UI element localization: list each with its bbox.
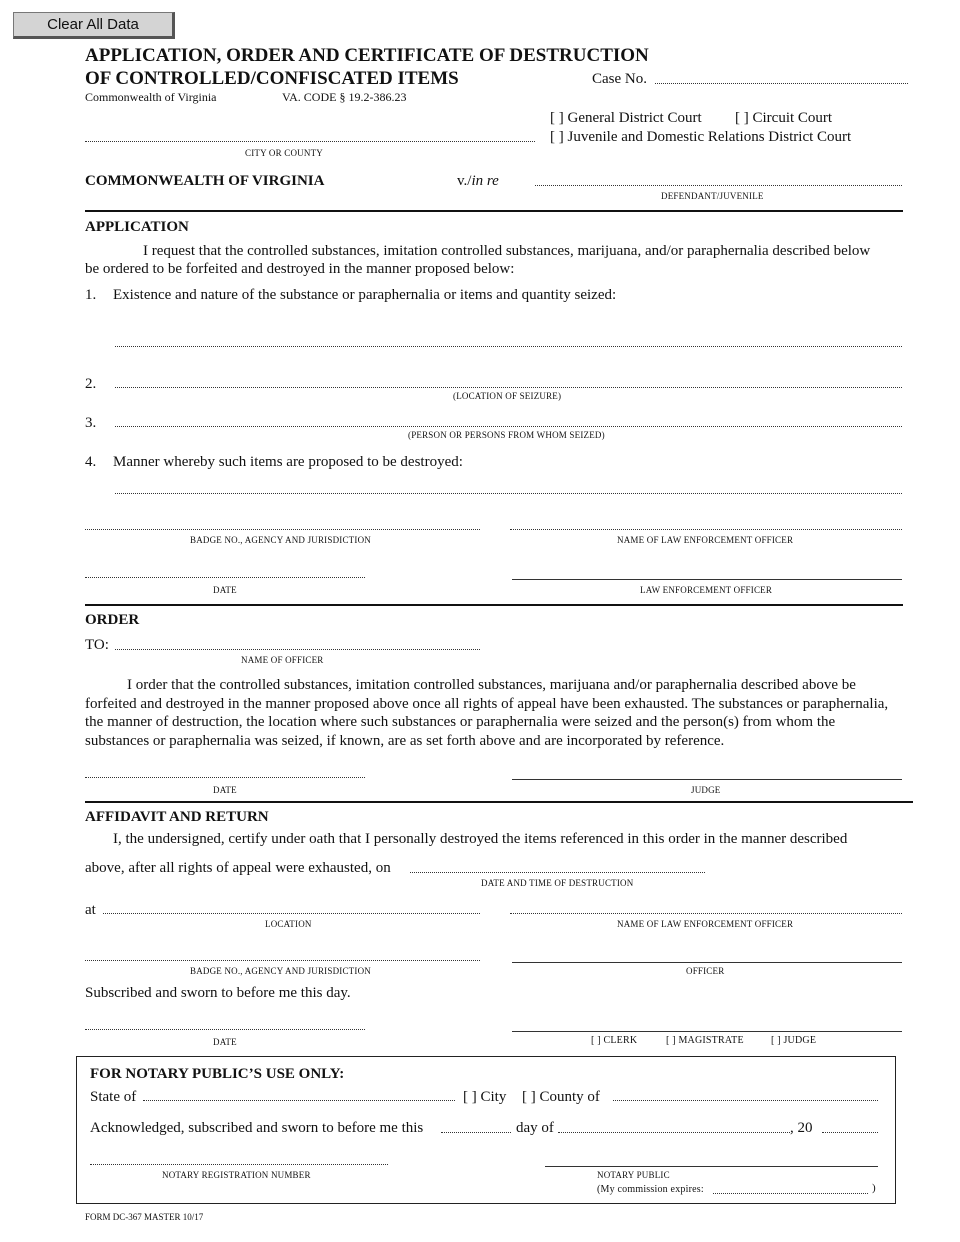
- order-heading: ORDER: [85, 612, 140, 628]
- item1-number: 1.: [85, 287, 97, 303]
- affidavit-line1: I, the undersigned, certify under oath that I personally destroyed the items referenced in this order in the manner described: [113, 831, 848, 847]
- case-no-label: Case No.: [592, 71, 647, 87]
- location-of-seizure-caption: (LOCATION OF SEIZURE): [453, 391, 562, 401]
- clerk-signature-line: [512, 1031, 902, 1032]
- item1-field[interactable]: [115, 346, 902, 347]
- order-date-field[interactable]: [85, 777, 365, 778]
- notary-public-caption: NOTARY PUBLIC: [597, 1170, 670, 1180]
- officer-signature-caption: LAW ENFORCEMENT OFFICER: [640, 585, 773, 595]
- application-intro-line1: I request that the controlled substances, imitation controlled substances, marijuana, and/or paraphernalia described below: [143, 243, 871, 259]
- destruction-manner-field[interactable]: [115, 493, 902, 494]
- commission-expires-close: ): [872, 1182, 876, 1194]
- person-seized-from-field[interactable]: [115, 426, 902, 427]
- juvenile-court-checkbox[interactable]: [ ] Juvenile and Domestic Relations District Court: [550, 129, 852, 145]
- application-intro-line2: be ordered to be forfeited and destroyed in the manner proposed below:: [85, 261, 515, 277]
- sworn-text: Subscribed and sworn to before me this day.: [85, 985, 351, 1001]
- badge-agency-field[interactable]: [85, 529, 480, 530]
- badge-agency-caption: BADGE NO., AGENCY AND JURISDICTION: [190, 535, 371, 545]
- item4-text: Manner whereby such items are proposed to be destroyed:: [113, 454, 463, 470]
- affidavit-date-caption: DATE: [213, 1037, 237, 1047]
- application-date-field[interactable]: [85, 577, 365, 578]
- officer-signature-line: [512, 579, 902, 580]
- general-district-court-checkbox[interactable]: [ ] General District Court: [550, 110, 702, 126]
- item1-text: Existence and nature of the substance or paraphernalia or items and quantity seized:: [113, 287, 617, 303]
- destruction-datetime-caption: DATE AND TIME OF DESTRUCTION: [481, 878, 634, 888]
- city-checkbox[interactable]: [ ] City: [463, 1089, 507, 1105]
- commission-expires-field[interactable]: [713, 1193, 868, 1194]
- case-no-field[interactable]: [655, 83, 908, 84]
- application-heading: APPLICATION: [85, 219, 189, 235]
- defendant-field[interactable]: [535, 185, 902, 186]
- day-of-label: day of: [516, 1120, 554, 1136]
- versus-label: v./in re: [457, 173, 499, 189]
- notary-signature-line: [545, 1166, 878, 1167]
- affidavit-officer-name-caption: NAME OF LAW ENFORCEMENT OFFICER: [617, 919, 794, 929]
- acknowledged-day-field[interactable]: [441, 1132, 511, 1133]
- destruction-location-caption: LOCATION: [265, 919, 312, 929]
- circuit-court-checkbox[interactable]: [ ] Circuit Court: [735, 110, 833, 126]
- notary-registration-caption: NOTARY REGISTRATION NUMBER: [162, 1170, 311, 1180]
- item4-number: 4.: [85, 454, 97, 470]
- officer-name-caption: NAME OF LAW ENFORCEMENT OFFICER: [617, 535, 794, 545]
- form-title-line2: OF CONTROLLED/CONFISCATED ITEMS: [85, 68, 459, 89]
- affidavit-officer-signature-line: [512, 962, 902, 963]
- order-body: I order that the controlled substances, imitation controlled substances, marijuana and/or paraphernalia described above be forfeited and destroyed in the manner proposed above once all rights of appeal have been exhausted. The substances or paraphernalia, the manner of destruction, the location where such substances or paraphernalia were seized and the person(s) from whom the substances or paraphernalia was seized, if known, are as set forth above and are incorporated by reference.: [85, 677, 889, 749]
- judge-signature-line: [512, 779, 902, 780]
- city-county-field[interactable]: [85, 141, 535, 142]
- affidavit-line2: above, after all rights of appeal were exhausted, on: [85, 860, 391, 876]
- person-seized-from-caption: (PERSON OR PERSONS FROM WHOM SEIZED): [408, 430, 605, 440]
- destruction-datetime-field[interactable]: [410, 872, 705, 873]
- county-of-field[interactable]: [613, 1100, 878, 1101]
- notary-registration-field[interactable]: [90, 1164, 388, 1165]
- county-of-checkbox[interactable]: [ ] County of: [522, 1089, 600, 1105]
- form-title-line1: APPLICATION, ORDER AND CERTIFICATE OF DESTRUCTION: [85, 45, 649, 66]
- acknowledged-year-field[interactable]: [822, 1132, 878, 1133]
- officer-recipient-field[interactable]: [115, 649, 480, 650]
- judge-checkbox[interactable]: [ ] JUDGE: [771, 1035, 817, 1046]
- officer-recipient-caption: NAME OF OFFICER: [241, 655, 324, 665]
- at-label: at: [85, 902, 96, 918]
- clerk-checkbox[interactable]: [ ] CLERK: [591, 1035, 638, 1046]
- location-of-seizure-field[interactable]: [115, 387, 902, 388]
- form-id: FORM DC-367 MASTER 10/17: [85, 1212, 204, 1222]
- city-county-caption: CITY OR COUNTY: [245, 148, 323, 158]
- section-divider: [85, 210, 903, 212]
- destruction-location-field[interactable]: [103, 913, 480, 914]
- jurisdiction-label: Commonwealth of Virginia: [85, 90, 217, 104]
- section-divider: [85, 801, 913, 803]
- year-prefix: , 20: [790, 1120, 813, 1136]
- item2-number: 2.: [85, 376, 97, 392]
- magistrate-checkbox[interactable]: [ ] MAGISTRATE: [666, 1035, 744, 1046]
- acknowledged-month-field[interactable]: [558, 1132, 790, 1133]
- state-of-field[interactable]: [143, 1100, 455, 1101]
- affidavit-badge-caption: BADGE NO., AGENCY AND JURISDICTION: [190, 966, 371, 976]
- clear-all-data-button[interactable]: Clear All Data: [13, 12, 175, 39]
- notary-heading: FOR NOTARY PUBLIC’S USE ONLY:: [90, 1066, 345, 1082]
- state-of-label: State of: [90, 1089, 137, 1105]
- section-divider: [85, 604, 903, 606]
- affidavit-date-field[interactable]: [85, 1029, 365, 1030]
- officer-name-field[interactable]: [510, 529, 902, 530]
- item3-number: 3.: [85, 415, 97, 431]
- defendant-caption: DEFENDANT/JUVENILE: [661, 191, 764, 201]
- order-date-caption: DATE: [213, 785, 237, 795]
- acknowledged-text: Acknowledged, subscribed and sworn to before me this: [90, 1120, 424, 1136]
- judge-signature-caption: JUDGE: [691, 785, 721, 795]
- affidavit-officer-name-field[interactable]: [510, 913, 902, 914]
- code-citation: VA. CODE § 19.2-386.23: [282, 90, 407, 104]
- affidavit-officer-signature-caption: OFFICER: [686, 966, 725, 976]
- order-to-label: TO:: [85, 637, 109, 653]
- commission-expires-label: (My commission expires:: [597, 1184, 704, 1195]
- affidavit-badge-field[interactable]: [85, 960, 480, 961]
- affidavit-heading: AFFIDAVIT AND RETURN: [85, 809, 269, 825]
- application-date-caption: DATE: [213, 585, 237, 595]
- commonwealth-label: COMMONWEALTH OF VIRGINIA: [85, 173, 325, 189]
